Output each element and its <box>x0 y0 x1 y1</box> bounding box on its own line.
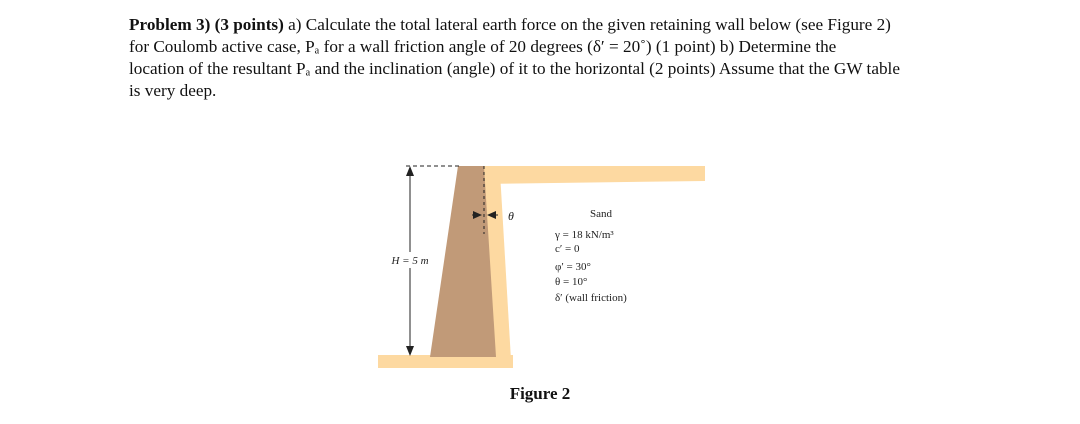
height-arrow-down <box>406 346 414 356</box>
problem-heading: Problem 3) (3 points) <box>129 15 284 34</box>
soil-name: Sand <box>590 208 612 220</box>
theta-label: θ <box>508 209 514 223</box>
problem-line-4: is very deep. <box>129 81 217 100</box>
soil-theta: θ = 10° <box>555 276 588 288</box>
backfill-top-band <box>478 166 705 184</box>
figure-caption: Figure 2 <box>509 384 571 403</box>
soil-phi: φ′ = 30° <box>555 261 591 273</box>
height-arrow-up <box>406 166 414 176</box>
problem-text-1: a) Calculate the total lateral earth force on the given retaining wall below (see Figure 2) <box>283 15 891 34</box>
problem-line-3: location of the resultant Pₐ and the inclination (angle) of it to the horizontal (2 points) Assume that the GW table <box>129 59 900 78</box>
problem-line-2: for Coulomb active case, Pₐ for a wall friction angle of 20 degrees (δ′ = 20˚) (1 point) b) Determine the <box>129 37 837 56</box>
height-label: H = 5 m <box>391 255 429 267</box>
soil-cohesion: c′ = 0 <box>555 243 580 255</box>
soil-delta: δ′ (wall friction) <box>555 292 627 304</box>
soil-gamma: γ = 18 kN/m³ <box>555 229 614 241</box>
